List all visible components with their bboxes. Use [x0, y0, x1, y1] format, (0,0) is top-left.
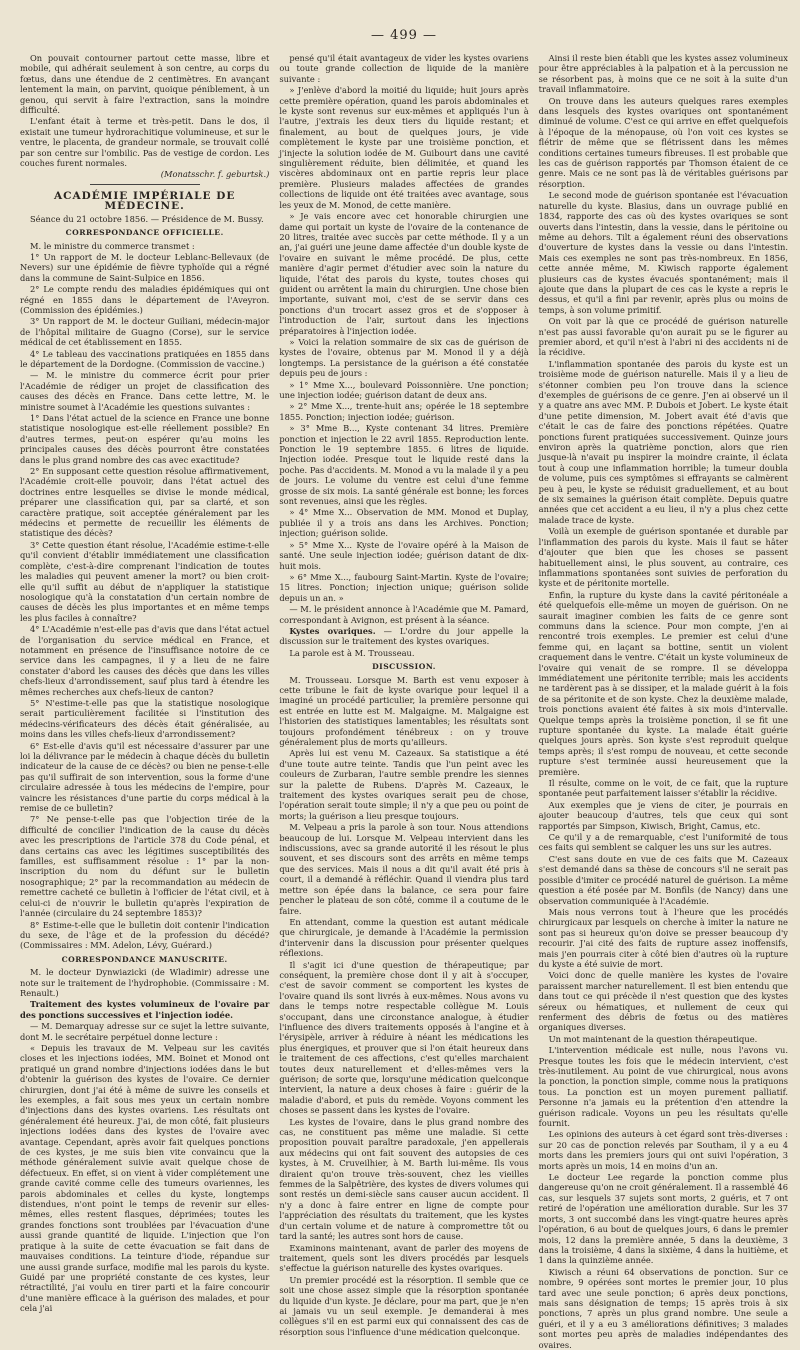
paragraph: L'intervention médicale est nulle, nous l'avons vu. Presque toutes les fois que le médecin intervient, c'est très-inutilement. Au point de vue chirurgical, nous avons la ponction, la ponction simple, comme nous la pratiquons tous. La ponction est un moyen purement palliatif. Personne n'a jamais eu la prétention d'en attendre la guérison radicale. Voyons un peu les résultats qu'elle fournit. — [538, 1045, 788, 1129]
paragraph: Mais nous verrons tout à l'heure que les procédés chirurgicaux par lesquels on cherche à imiter la nature ne sont pas si heureux qu'on doive se presser beaucoup d'y recourir. J'ai cité des faits de rupture assez inoffensifs, mais j'en pourrais citer à côté bien d'autres où la rupture du kyste a été suivie de mort. — [538, 906, 788, 969]
kystes-ovariques-title: Kystes ovariques. — [289, 625, 376, 636]
paragraph: » Voici la relation sommaire de six cas de guérison de kystes de l'ovaire, obtenus par M. Monod il y a déjà longtemps. La persistance de la guérison a été constatée depuis peu de jours : — [279, 336, 529, 379]
paragraph: 7° Ne pense-t-elle pas que l'objection tirée de la difficulté de concilier l'indication de la cause du décès avec les prescriptions de l'article 378 du Code pénal, et dans certains cas avec les légitimes susceptibilités des familles, est suffisamment résolue : 1° par la non-inscription du nom du défunt sur le bulletin nosographique; 2° par la recommandation au médecin de remettre cacheté ce bulletin à l'officier de l'état civil, et à celui-ci de n'ouvrir le bulletin qu'après l'expiration de l'année (circulaire du 24 septembre 1853)? — [20, 814, 270, 919]
paragraph: — M. le président annonce à l'Académie que M. Pamard, correspondant à Avignon, est présent à la séance. — [279, 604, 529, 625]
paragraph: » 6° Mme X..., faubourg Saint-Martin. Kyste de l'ovaire; 15 litres. Ponction; injection unique; guérison solide depuis un an. » — [279, 571, 529, 603]
paragraph: — M. le ministre du commerce écrit pour prier l'Académie de rédiger un projet de classification des causes des décès en France. Dans cette lettre, M. le ministre soumet à l'Académie les questions suivantes : — [20, 370, 270, 412]
paragraph: M. le ministre du commerce transmet : — [30, 240, 195, 251]
paragraph: 5° N'estime-t-elle pas que la statistique nosologique serait particulièrement facilitée si l'institution des médecins-vérificateurs des décès était généralisée, au moins dans les villes chefs-lieux d'arrondissement? — [20, 697, 270, 740]
kystes-run-in-title: Traitement des kystes volumineux de l'ovaire par des ponctions successives et l'injection iodée. — [20, 999, 270, 1020]
columns — [20, 53, 788, 1350]
correspondance-manuscrite-heading: CORRESPONDANCE MANUSCRITE. — [61, 954, 228, 964]
column-left — [20, 53, 270, 1314]
paragraph: Enfin, la rupture du kyste dans la cavité péritonéale a été quelquefois elle-même un moyen de guérison. On ne saurait imaginer combien les faits de ce genre sont communs dans la science. Pour mon compte, j'en ai rencontré trois exemples. Le premier est celui d'une femme qui, en laçant sa bottine, sentit un violent craquement dans le ventre. C'était un kyste volumineux de l'ovaire qui venait de se rompre. Il se développa immédiatement une péritonite terrible; mais les accidents ne tardèrent pas à se dissiper, et la malade guérit à la fois de sa péritonite et de son kyste. Chez la deuxième malade, trois ponctions avaient été faites à six mois d'intervalle. Quelque temps après la troisième ponction, il se fit une rupture spontanée du kyste. La malade était guérie quelques jours après. Son kyste s'est reproduit quelque temps après; il s'est rompu de nouveau, et cette seconde rupture s'est terminée aussi heureusement que la première. — [538, 589, 788, 777]
discussion-continuation — [539, 53, 788, 1350]
paragraph: Examinons maintenant, avant de parler des moyens de traitement, quels sont les divers procédés par lesquels s'effectue la guérison naturelle des kystes ovariques. — [279, 1242, 529, 1274]
paragraph: C'est sans doute en vue de ces faits que M. Cazeaux s'est demandé dans sa thèse de concours s'il ne serait pas possible d'imiter ce procédé naturel de guérison. La même question a été posée par M. Bonfils (de Nancy) dans une observation communiquée à l'Académie. — [538, 853, 788, 906]
source-signature: (Monatsschr. f. geburtsk.) — [160, 169, 270, 180]
paragraph: 2° En supposant cette question résolue affirmativement, l'Académie croit-elle pouvoir, dans l'état actuel des doctrines entre lesquelles se divise le monde médical, préparer une classification qui, par sa clarté, et son caractère pratique, soit acceptée généralement par les médecins et permette de recueillir les éléments de statistique des décès? — [20, 466, 270, 539]
paragraph: Ainsi il reste bien établi que les kystes assez volumineux pour être appréciables à la palpation et à la percussion ne se résorbent pas, à moins que ce ne soit à la suite d'un travail inflammatoire. — [538, 53, 788, 95]
academie-heading: ACADÉMIE IMPÉRIALE DE MÉDECINE. — [54, 189, 236, 213]
correspondance-officielle-heading: CORRESPONDANCE OFFICIELLE. — [65, 228, 224, 238]
column-right — [538, 53, 788, 1350]
intro-text — [20, 53, 269, 168]
parole-line: La parole est à M. Trousseau. — [289, 647, 415, 658]
paragraph: » 2° Mme X..., trente-huit ans; opérée le 18 septembre 1855. Ponction; injection iodée; guérison. — [279, 401, 529, 422]
paragraph: » Je vais encore avec cet honorable chirurgien une dame qui portait un kyste de l'ovaire de la contenance de 20 litres, traitée avec succès par cette méthode. Il y a un an, j'ai guéri une jeune dame affectée d'un double kyste de l'ovaire en suivant le même procédé. De plus, cette manière d'agir permet d'étudier avec soin la nature du liquide, l'état des parois du kyste, toutes choses qui guident ou arrêtent la main du chirurgien. Une chose bien importante, suivant moi, c'est de se servir dans ces ponctions d'un trocart assez gros et de s'opposer à l'introduction de l'air, surtout dans les injections préparatoires à l'injection iodée. — [279, 211, 529, 336]
paragraph: pensé qu'il était avantageux de vider les kystes ovariens ou toute grande collection de liquide de la manière suivante : — [279, 53, 529, 84]
discussion-text — [279, 675, 528, 1338]
paragraph: 1° Un rapport de M. le docteur Leblanc-Bellevaux (de Nevers) sur une épidémie de fièvre typhoïde qui a régné dans la commune de Saint-Sulpice en 1856. — [20, 251, 270, 283]
page-number: — 499 — — [370, 28, 438, 43]
section-divider — [90, 184, 200, 185]
paragraph: On voit par là que ce procédé de guérison naturelle n'est pas aussi favorable qu'on aurait pu se le figurer au premier abord, et qu'il n'est à l'abri ni des accidents ni de la récidive. — [538, 316, 788, 358]
correspondance-manuscrite-text — [20, 967, 269, 998]
paragraph: Les kystes de l'ovaire, dans le plus grand nombre des cas, ne constituent pas même une maladie. Si cette proposition pouvait paraître paradoxale, j'en appellerais aux médecins qui ont fait souvent des autopsies de ces kystes, à M. Cruveilhier, à M. Barth lui-même. Ils vous diraient qu'on trouve très-souvent, chez les vieilles femmes de la Salpêtrière, des kystes de divers volumes qui sont restés un demi-siècle sans causer aucun accident. Il n'y a donc à faire entrer en ligne de compte pour l'appréciation des résultats du traitement, que les kystes d'un certain volume et de nature à compromettre tôt ou tard la santé; les autres sont hors de cause. — [279, 1116, 529, 1242]
paragraph: « Depuis les travaux de M. Velpeau sur les cavités closes et les injections iodées, MM. Boinet et Monod ont pratiqué un grand nombre d'injections iodées dans le but d'obtenir la guérison des kystes de l'ovaire. Ce dernier chirurgien, dont j'ai été à même de suivre les conseils et les exemples, a fait sous mes yeux un certain nombre d'injections dans des kystes ovariens. Les résultats ont généralement été heureux. J'ai, de mon côté, fait plusieurs injections iodées dans des kystes de l'ovaire avec avantage. Cependant, après avoir fait quelques ponctions de ces kystes, je me suis bien vite convaincu que la méthode généralement suivie avait quelque chose de défectueux. En effet, si on vient à vider complétement une grande cavité comme celle des tumeurs ovariennes, les parois abdominales et celles du kyste, longtemps distendues, n'ont point le temps de revenir sur elles-mêmes, elles restent flasques, déprimées; toutes les grandes fonctions sont troublées par l'évacuation d'une aussi grande quantité de liquide. L'injection que l'on pratique à la suite de cette évacuation se fait dans de mauvaises conditions. La teinture d'iode, répandue sur une aussi grande surface, modifie mal les parois du kyste. Guidé par une propriété constante de ces kystes, leur rétractilité, j'ai voulu en tirer parti et la faire concourir d'une manière efficace à la guérison des malades, et pour cela j'ai — [20, 1042, 270, 1314]
paragraph: — M. Demarquay adresse sur ce sujet la lettre suivante, dont M. le secrétaire perpétuel donne lecture : — [20, 1021, 270, 1042]
paragraph: 4° Le tableau des vaccinations pratiquées en 1855 dans le département de la Dordogne. (Commission de vaccine.) — [20, 348, 270, 369]
paragraph: Il résulte, comme on le voit, de ce fait, que la rupture spontanée peut parfaitement laisser s'établir la récidive. — [538, 778, 788, 799]
paragraph: 3° Cette question étant résolue, l'Académie estime-t-elle qu'il convient d'établir immédiatement une classification complète, c'est-à-dire comprenant l'indication de toutes les maladies qui peuvent amener la mort? ou bien croit-elle qu'il suffit au début de n'appliquer la statistique nosologique qu'à la constatation d'un certain nombre de causes de décès les plus importantes et en même temps les plus faciles à connaître? — [20, 539, 270, 623]
paragraph: Le second mode de guérison spontanée est l'évacuation naturelle du kyste. Blasius, dans un ouvrage publié en 1834, rapporte des cas où des kystes ovariques se sont ouverts dans l'intestin, dans la vessie, dans le péritoine ou même au dehors. Tilt a également réuni des observations d'ouverture de kystes dans la vessie ou dans l'intestin. Mais ces exemples ne sont pas très-nombreux. En 1856, cette année même, M. Kiwisch rapporte également plusieurs cas de kystes évacués spontanément; mais il ajoute que dans la plupart de ces cas le kyste a repris le dessus, et qu'il a fini par revenir, après plus ou moins de temps, à son volume primitif. — [538, 190, 788, 315]
paragraph: » 3° Mme B..., Kyste contenant 34 litres. Première ponction et injection le 22 avril 1855. Reproduction lente. Ponction le 19 septembre 1855. 6 litres de liquide. Injection iodée. Presque tout le liquide resté dans la poche. Pas d'accidents. M. Monod a vu la malade il y a peu de jours. Le volume du ventre est celui d'une femme grosse de six mois. La santé générale est bonne; les forces sont revenues, ainsi que les règles. — [279, 423, 529, 507]
paragraph: En attendant, comme la question est autant médicale que chirurgicale, je demande à l'Académie la permission d'intervenir dans la discussion pour présenter quelques réflexions. — [279, 916, 529, 959]
paragraph: M. Trousseau. Lorsque M. Barth est venu exposer à cette tribune le fait de kyste ovarique pour lequel il a imaginé un procédé particulier, la première personne qui est entrée en lutte est M. Malgaigne. M. Malgaigne est l'historien des statistiques lamentables; les résultats sont toujours profondément ténébreux : on y trouve généralement plus de morts qu'ailleurs. — [279, 674, 529, 747]
paragraph: Ce qu'il y a de remarquable, c'est l'uniformité de tous ces faits qui semblent se calquer les uns sur les autres. — [538, 832, 788, 853]
correspondance-officielle-text — [20, 241, 269, 951]
paragraph: M. le docteur Dynwiazicki (de Wladimir) adresse une note sur le traitement de l'hydrophobie. (Commissaire : M. Renault.) — [20, 967, 270, 998]
kystes-ovariques-text: — L'ordre du jour appelle la discussion sur le traitement des kystes ovariques. — [279, 625, 529, 647]
paragraph: Il s'agit ici d'une question de thérapeutique; par conséquent, la première chose dont il y ait à s'occuper, c'est de savoir comment se comportent les kystes de l'ovaire quand ils sont livrés à eux-mêmes. Nous avons vu dans le temps notre respectable collègue M. Louis s'occupant, dans une circonstance analogue, à étudier l'influence des divers traitements opposés à l'angine et à l'érysipèle, arriver à réduire à néant les médications les plus énergiques, et prouver que si l'on était heureux dans le traitement de ces affections, c'est qu'elles marchaient toutes deux naturellement et d'elles-mêmes vers la guérison; de sorte que, lorsqu'une médication quelconque intervient, la nature a deux choses à faire : guérir de la maladie d'abord, et puis du remède. Voyons comment les choses se passent dans les kystes de l'ovaire. — [279, 959, 529, 1116]
column-middle — [279, 53, 529, 1337]
kystes-letter-text — [20, 1021, 269, 1313]
paragraph: 3° Un rapport de M. le docteur Guiliani, médecin-major de l'hôpital militaire de Guagno (Corse), sur le service médical de cet établissement en 1855. — [20, 316, 270, 348]
paragraph: 1° Dans l'état actuel de la science en France une bonne statistique nosologique est-elle réellement possible? En d'autres termes, peut-on espérer qu'au moins les principales causes des décès pourront être constatées dans le plus grand nombre des cas avec exactitude? — [20, 413, 270, 465]
paragraph: 4° L'Académie n'est-elle pas d'avis que dans l'état actuel de l'organisation du service médical en France, et notamment en présence de l'insuffisance notoire de ce service dans les campagnes, il y a lieu de ne faire constater d'abord les causes des décès que dans les villes chefs-lieux d'arrondissement, sauf plus tard à étendre les mêmes recherches aux chefs-lieux de canton? — [20, 624, 270, 697]
paragraph: M. Velpeau a pris la parole à son tour. Nous attendions beaucoup de lui. Lorsque M. Velpeau intervient dans les indiscussions, avec sa grande autorité il les résout le plus souvent, et ses discours sont des arrêts en même temps que des services. Mais il nous a dit qu'il avait été pris à court, il a demandé à réfléchir. Quand il viendra plus tard mettre son épée dans la balance, ce sera pour faire pencher le plateau de son côté, comme il a coutume de le faire. — [279, 822, 529, 916]
paragraph: » 1° Mme X..., boulevard Poissonnière. Une ponction; une injection iodée; guérison datant de deux ans. — [279, 379, 529, 400]
seance-line: Séance du 21 octobre 1856. — Présidence de M. Bussy. — [30, 213, 264, 224]
paragraph: Un mot maintenant de la question thérapeutique. — [548, 1033, 758, 1044]
paragraph: Un premier procédé est la résorption. Il semble que ce soit une chose assez simple que la résorption spontanée du liquide d'un kyste. Je déclare, pour ma part, que je n'en ai jamais vu un seul exemple. Je demanderai à mes collègues s'il en est parmi eux qui connaissent des cas de résorption sous l'influence d'une médication quelconque. — [279, 1274, 529, 1337]
paragraph: » J'enlève d'abord la moitié du liquide; huit jours après cette première opération, quand les parois abdominales et le kyste sont revenus sur eux-mêmes et appliqués l'un à l'autre, j'extrais les deux tiers du liquide restant; et finalement, au bout de quelques jours, je vide complètement le kyste par une troisième ponction, et j'injecte la solution iodée de M. Guibourt dans une cavité singulièrement réduite, bien délimitée, et quand les viscères abdominaux ont en partie repris leur place première. Plusieurs malades affectées de grandes collections de liquide ont été traitées avec avantage, sous les yeux de M. Monod, de cette manière. — [279, 85, 529, 210]
paragraph: 2° Le compte rendu des maladies épidémiques qui ont régné en 1855 dans le département de l'Aveyron. (Commission des épidémies.) — [20, 284, 270, 315]
paragraph: Voici donc de quelle manière les kystes de l'ovaire paraissent marcher naturellement. Il est bien entendu que dans tout ce qui précède il n'est question que des kystes séreux ou hématiques, et nullement de ceux qui renferment des débris de fœtus ou des matières organiques diverses. — [538, 970, 788, 1033]
paragraph: » 4° Mme X... Observation de MM. Monod et Duplay, publiée il y a trois ans dans les Archives. Ponction; injection; guérison solide. — [279, 507, 529, 539]
paragraph: 6° Est-elle d'avis qu'il est nécessaire d'assurer par une loi la délivrance par le médecin à chaque décès du bulletin indicateur de la cause de ce décès? ou bien ne pense-t-elle pas qu'il suffirait de son intervention, sous la forme d'une circulaire adressée à tous les médecins de l'empire, pour vaincre les résistances d'une partie du corps médical à la remise de ce bulletin? — [20, 740, 270, 814]
paragraph: Kiwisch a réuni 64 observations de ponction. Sur ce nombre, 9 opérées sont mortes le premier jour, 10 plus tard avec une seule ponction; 6 après deux ponctions, mais sans désignation de temps; 15 après trois à six ponctions, 7 après un plus grand nombre. Une seule a guéri, et il y a eu 3 améliorations définitives; 3 malades sont mortes peu après de maladies indépendantes des ovaires. — [538, 1266, 788, 1350]
paragraph: On pouvait contourner partout cette masse, libre et mobile, qui adhérait seulement à son centre, au corps du fœtus, dans une étendue de 2 centimètres. En avançant lentement la main, on parvint, quoique péniblement, à un genou, qui servit à faire l'extraction, sans la moindre difficulté. — [20, 53, 270, 116]
paragraph: 8° Estime-t-elle que le bulletin doit contenir l'indication du sexe, de l'âge et de la profession du décédé? (Commissaires : MM. Adelon, Lévy, Guérard.) — [20, 919, 270, 951]
paragraph: Voilà un exemple de guérison spontanée et durable par l'inflammation des parois du kyste. Mais il faut se hâter d'ajouter que bien que les choses se passent habituellement ainsi, le plus souvent, au contraire, ces inflammations spontanées sont suivies de perforation du kyste et de péritonite mortelle. — [538, 526, 788, 589]
paragraph: Les opinions des auteurs à cet égard sont très-diverses : sur 20 cas de ponction relevés par Southam, il y a eu 4 morts dans les premiers jours qui ont suivi l'opération, 3 morts après un mois, 14 en moins d'un an. — [538, 1129, 788, 1171]
paragraph: » 5° Mme X... Kyste de l'ovaire opéré à la Maison de santé. Une seule injection iodée; guérison datant de dix-huit mois. — [279, 539, 529, 571]
letter-continuation — [279, 53, 528, 625]
paragraph: L'enfant était à terme et très-petit. Dans le dos, il existait une tumeur hydrorachitique volumineuse, et sur le ventre, le placenta, de grandeur normale, se trouvait collé par son centre sur l'ombilic. Pas de vestige de cordon. Les couches furent normales. — [20, 116, 270, 169]
discussion-heading: DISCUSSION. — [372, 662, 436, 672]
paragraph: Aux exemples que je viens de citer, je pourrais en ajouter beaucoup d'autres, tels que ceux qui sont rapportés par Simpson, Kiwisch, Bright, Camus, etc. — [538, 799, 788, 831]
paragraph: Le docteur Lee regarde la ponction comme plus dangereuse qu'on ne croit généralement. Il a rassemblé 46 cas, sur lesquels 37 sujets sont morts, 2 guéris, et 7 ont retiré de l'opération une amélioration durable. Sur les 37 morts, 3 ont succombé dans les vingt-quatre heures après l'opération, 6 au bout de quelques jours, 6 dans le premier mois, 12 dans la première année, 5 dans la deuxième, 3 dans la troisième, 4 dans la sixième, 4 dans la huitième, et 1 dans la quinzième année. — [538, 1172, 788, 1266]
paragraph: On trouve dans les auteurs quelques rares exemples dans lesquels des kystes ovariques ont spontanément diminué de volume. C'est ce qui arrive en effet quelquefois à l'époque de la ménopause, où l'on voit ces kystes se flétrir de même que se flétrissent dans les mêmes conditions certaines tumeurs fibreuses. Il est probable que les cas de guérison rapportés par Thomson étaient de ce genre. Mais ce ne sont pas là de véritables guérisons par résorption. — [538, 95, 788, 189]
paragraph: Après lui est venu M. Cazeaux. Sa statistique a été d'une toute autre teinte. Tandis que l'un peint avec les couleurs de Zurbaran, l'autre semble prendre les siennes sur la palette de Rubens. D'après M. Cazeaux, le traitement des kystes ovariques serait peu de chose, l'opération serait toute simple; il n'y a que peu ou point de morts; la guérison a lieu presque toujours. — [279, 748, 529, 821]
paragraph: L'inflammation spontanée des parois du kyste est un troisième mode de guérison naturelle. Mais il y a lieu de s'étonner combien peu l'on trouve dans la science d'exemples de guérisons de ce genre. J'en ai observé un il y a quatre ans avec MM. P. Dubois et Jobert. Le kyste était d'une petite dimension, M. Jobert avait été d'avis que c'était le cas de faire des ponctions répétées. Quatre ponctions furent pratiquées successivement. Quinze jours environ après la quatrième ponction, alors que rien jusque-là n'avait pu inspirer la moindre crainte, il éclata tout à coup une inflammation horrible; la tumeur doubla de volume, puis ces symptômes si effrayants se calmèrent peu à peu, le kyste se réduisit graduellement, et au bout de six semaines la guérison était complète. Depuis quatre années que cet accident a eu lieu, il n'y a plus chez cette malade trace de kyste. — [538, 358, 788, 525]
